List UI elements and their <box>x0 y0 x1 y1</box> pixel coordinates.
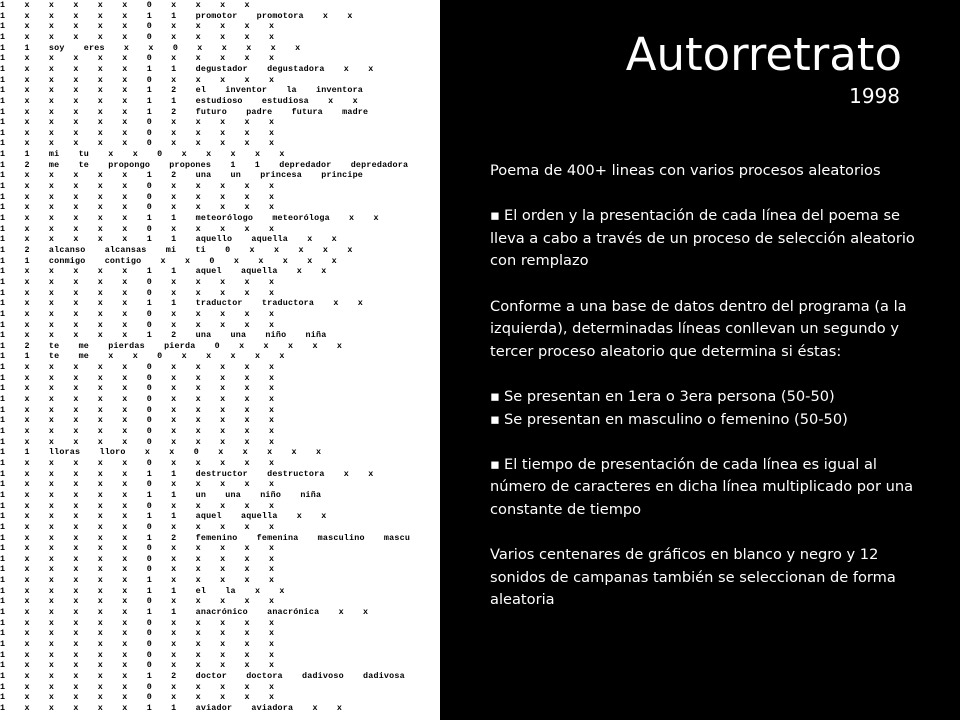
database-row: 1 x x x x x 0 x x x x x <box>0 500 275 511</box>
bullet-icon: ▪ <box>490 455 500 473</box>
database-row: 1 x x x x x 0 x x x x x <box>0 426 275 436</box>
database-row: 1 x x x x x 0 x x x x x <box>0 287 275 298</box>
database-row: 1 x x x x x 0 x x x x x <box>0 617 275 628</box>
database-row: 1 x x x x x 0 x x x x x <box>0 394 275 405</box>
database-paragraph: Conforme a una base de datos dentro del programa (a la izquierda), determinadas líneas conllevan un segundo y tercer proceso aleatorio que determina si éstas: <box>490 297 907 360</box>
database-row: 1 x x x x x 0 x x x x x <box>0 404 275 415</box>
database-row: 1 x x x x x 1 2 doctor doctora dadivoso dadivosa <box>0 670 405 681</box>
database-row: 1 x x x x x 1 1 aquel aquella x x <box>0 266 327 277</box>
database-row: 1 x x x x x 0 x x x x x <box>0 479 275 490</box>
database-row: 1 x x x x x 1 x x x x x <box>0 575 275 586</box>
closing-paragraph: Varios centenares de gráficos en blanco y negro y 12 sonidos de campanas también se seleccionan de forma aleatoria <box>490 546 896 609</box>
database-row: 1 x x x x x 1 1 aquello aquella x x <box>0 234 337 245</box>
bullet-icon: ▪ <box>490 387 500 405</box>
database-row: 1 x x x x x 0 x x x x x <box>0 191 275 202</box>
bullet-item-order <box>490 205 930 273</box>
database-row: 1 x x x x x 0 x x x x x <box>0 31 275 42</box>
database-panel <box>0 0 440 720</box>
database-row: 1 x x x x x 1 1 estudioso estudiosa x x <box>0 95 358 106</box>
database-row: 1 x x x x x 0 x x x x x <box>0 308 275 319</box>
database-row: 1 x x x x x 0 x x x x <box>0 0 250 10</box>
database-row: 1 1 conmigo contigo x x 0 x x x x x <box>0 255 337 266</box>
database-row: 1 x x x x x 1 1 meteorólogo meteoróloga x x <box>0 213 379 223</box>
slide-year: 1998 <box>849 84 900 108</box>
database-row: 1 x x x x x 0 x x x x x <box>0 521 275 532</box>
database-row: 1 x x x x x 0 x x x x x <box>0 457 275 468</box>
bullet-text: Se presentan en masculino o femenino (50-50) <box>504 410 848 428</box>
database-row: 1 x x x x x 0 x x x x x <box>0 436 275 447</box>
database-row: 1 x x x x x 0 x x x x x <box>0 127 275 138</box>
database-row: 1 2 me te propongo propones 1 1 depredador depredadora <box>0 159 409 170</box>
database-row: 1 x x x x x 0 x x x x x <box>0 596 275 607</box>
database-row: 1 x x x x x 0 x x x x x <box>0 692 275 703</box>
bullet-item-gender <box>490 409 930 432</box>
database-row: 1 x x x x x 1 2 una una niño niña <box>0 330 327 341</box>
database-row: 1 x x x x x 0 x x x x x <box>0 543 275 554</box>
database-row: 1 x x x x x 0 x x x x x <box>0 74 275 85</box>
database-row: 1 x x x x x 0 x x x x x <box>0 372 275 383</box>
database-row: 1 x x x x x 0 x x x x x <box>0 276 275 287</box>
database-row: 1 x x x x x 1 1 un una niño niña <box>0 489 322 500</box>
database-row: 1 x x x x x 1 1 traductor traductora x x <box>0 298 364 309</box>
database-row: 1 x x x x x 0 x x x x x <box>0 319 275 330</box>
database-row: 1 x x x x x 0 x x x x x <box>0 202 275 213</box>
database-row: 1 x x x x x 0 x x x x x <box>0 660 275 671</box>
database-row: 1 1 soy eres x x 0 x x x x x <box>0 42 301 53</box>
database-row: 1 x x x x x 1 2 futuro padre futura madre <box>0 106 369 117</box>
database-row: 1 x x x x x 0 x x x x x <box>0 181 275 192</box>
database-row: 1 x x x x x 1 1 anacrónico anacrónica x x <box>0 607 369 618</box>
database-row: 1 x x x x x 0 x x x x x <box>0 681 275 692</box>
database-row: 1 x x x x x 0 x x x x x <box>0 553 275 564</box>
database-row: 1 1 te me x x 0 x x x x x <box>0 351 285 362</box>
database-row: 1 x x x x x 0 x x x x x <box>0 223 275 234</box>
database-row: 1 2 alcanso alcansas mi ti 0 x x x x x <box>0 244 353 255</box>
bullet-text: El orden y la presentación de cada línea del poema se lleva a cabo a través de un proceso de selección aleatorio con remplazo <box>490 207 915 270</box>
database-row: 1 x x x x x 0 x x x x x <box>0 53 275 64</box>
bullet-item-timing <box>490 454 930 522</box>
database-row: 1 x x x x x 0 x x x x x <box>0 362 275 373</box>
database-row: 1 x x x x x 1 2 una un princesa principe <box>0 170 364 181</box>
database-row: 1 x x x x x 1 1 aviador aviadora x x <box>0 702 343 713</box>
bullet-item-person <box>490 386 930 409</box>
database-row: 1 x x x x x 0 x x x x x <box>0 639 275 649</box>
slide-title: Autorretrato <box>625 28 902 81</box>
database-row: 1 x x x x x 1 1 destructor destructora x x <box>0 468 374 479</box>
database-row: 1 x x x x x 1 1 el la x x <box>0 585 285 596</box>
database-row: 1 x x x x x 1 2 el inventor la inventora <box>0 85 364 96</box>
database-row: 1 1 lloras lloro x x 0 x x x x x <box>0 447 322 458</box>
description-text <box>490 160 930 612</box>
bullet-icon: ▪ <box>490 410 500 428</box>
database-row: 1 x x x x x 0 x x x x x <box>0 649 275 660</box>
database-row: 1 1 mi tu x x 0 x x x x x <box>0 149 285 160</box>
database-row: 1 x x x x x 1 1 promotor promotora x x <box>0 10 353 21</box>
bullet-text: Se presentan en 1era o 3era persona (50-50) <box>504 387 835 405</box>
bullet-icon: ▪ <box>490 207 500 225</box>
database-row: 1 x x x x x 0 x x x x x <box>0 138 275 149</box>
bullet-text: El tiempo de presentación de cada línea es igual al número de caracteres en dicha línea multiplicado por una constante de tiempo <box>490 455 914 518</box>
database-row: 1 x x x x x 1 2 femenino femenina masculino mascu <box>0 532 411 543</box>
database-row: 1 x x x x x 0 x x x x x <box>0 21 275 32</box>
database-row: 1 x x x x x 1 1 aquel aquella x x <box>0 511 327 522</box>
database-row: 1 x x x x x 0 x x x x x <box>0 383 275 394</box>
database-row: 1 x x x x x 0 x x x x x <box>0 415 275 426</box>
database-row: 1 x x x x x 0 x x x x x <box>0 117 275 128</box>
database-row: 1 x x x x x 0 x x x x x <box>0 628 275 639</box>
database-row: 1 x x x x x 1 1 degustador degustadora x x <box>0 63 374 74</box>
database-row: 1 x x x x x 0 x x x x x <box>0 564 275 575</box>
database-row: 1 2 te me pierdas pierda 0 x x x x x <box>0 340 343 351</box>
intro-paragraph: Poema de 400+ lineas con varios procesos aleatorios <box>490 162 881 179</box>
